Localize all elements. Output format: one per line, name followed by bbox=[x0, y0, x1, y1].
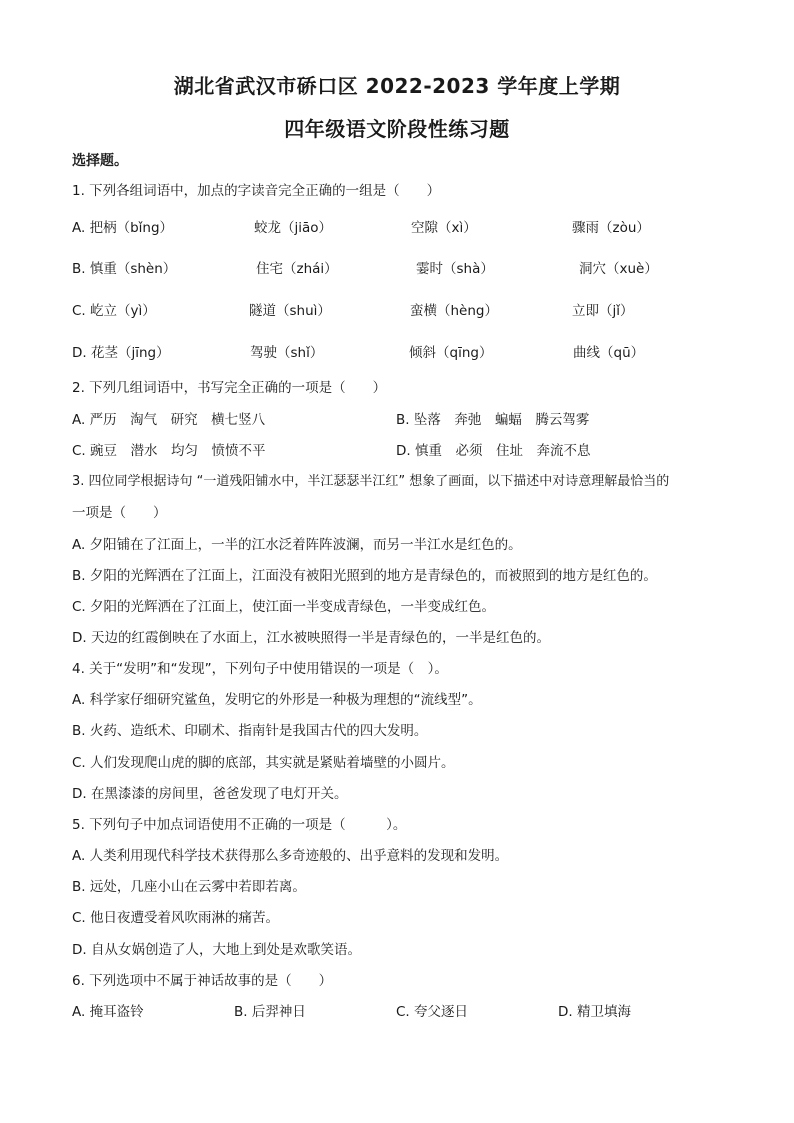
q5-option-c: C. 他日夜遭受着风吹雨淋的痛苦。 bbox=[72, 910, 280, 926]
q1-option-d3: 倾斜（qīng） bbox=[409, 345, 493, 361]
q3-option-c: C. 夕阳的光辉洒在了江面上，使江面一半变成青绿色，一半变成红色。 bbox=[72, 599, 496, 615]
q1-option-c3: 蛮横（hèng） bbox=[410, 303, 498, 319]
q1-option-b2: 住宅（zhái） bbox=[256, 261, 338, 277]
q4-option-d: D. 在黑漆漆的房间里，爸爸发现了电灯开关。 bbox=[72, 786, 348, 802]
q1-option-b1: B. 慎重（shèn） bbox=[72, 261, 177, 277]
q4-option-c: C. 人们发现爬山虎的脚的底部，其实就是紧贴着墙壁的小圆片。 bbox=[72, 755, 455, 771]
q5-option-b: B. 远处，几座小山在云雾中若即若离。 bbox=[72, 879, 306, 895]
q4-option-b: B. 火药、造纸术、印刷术、指南针是我国古代的四大发明。 bbox=[72, 723, 428, 739]
exam-title: 湖北省武汉市硚口区 2022-2023 学年度上学期 bbox=[173, 74, 621, 98]
q3-stem: 3. 四位同学根据诗句 “一道残阳铺水中，半江瑟瑟半江红” 想象了画面，以下描述中对诗意理解最恰当的 bbox=[72, 474, 670, 489]
q1-stem: 1. 下列各组词语中，加点的字读音完全正确的一组是（ ） bbox=[72, 183, 441, 199]
q1-option-c1: C. 屹立（yì） bbox=[72, 303, 156, 319]
q5-option-d: D. 自从女娲创造了人，大地上到处是欢歌笑语。 bbox=[72, 942, 361, 958]
q1-option-c4: 立即（jǐ） bbox=[572, 303, 634, 319]
q4-option-a: A. 科学家仔细研究鲨鱼，发明它的外形是一种极为理想的“流线型”。 bbox=[72, 692, 482, 708]
q1-option-b4: 洞穴（xuè） bbox=[579, 261, 658, 277]
q1-option-a1: A. 把柄（bǐng） bbox=[72, 220, 174, 236]
q2-option-d: D. 慎重 必须 住址 奔流不息 bbox=[396, 443, 591, 459]
q6-option-d: D. 精卫填海 bbox=[558, 1004, 631, 1020]
q1-option-a2: 蛟龙（jiāo） bbox=[254, 220, 333, 236]
q1-option-b3: 霎时（shà） bbox=[416, 261, 494, 277]
q6-stem: 6. 下列选项中不属于神话故事的是（ ） bbox=[72, 973, 333, 989]
q1-option-c2: 隧道（shuì） bbox=[249, 303, 331, 319]
q1-option-d4: 曲线（qū） bbox=[573, 345, 645, 361]
q6-option-a: A. 掩耳盗铃 bbox=[72, 1004, 144, 1020]
q1-option-d2: 驾驶（shǐ） bbox=[250, 345, 324, 361]
q1-option-a3: 空隙（xì） bbox=[411, 220, 477, 236]
q3-stem-cont: 一项是（ ） bbox=[72, 505, 167, 521]
q2-stem: 2. 下列几组词语中，书写完全正确的一项是（ ） bbox=[72, 380, 387, 396]
q6-option-c: C. 夸父逐日 bbox=[396, 1004, 469, 1020]
q2-option-a: A. 严历 淘气 研究 横七竖八 bbox=[72, 412, 266, 428]
q6-option-b: B. 后羿神日 bbox=[234, 1004, 306, 1020]
q2-option-c: C. 豌豆 潜水 均匀 愤愤不平 bbox=[72, 443, 266, 459]
q5-stem: 5. 下列句子中加点词语使用不正确的一项是（ ）。 bbox=[72, 817, 407, 833]
q2-option-b: B. 坠落 奔弛 蝙蝠 腾云驾雾 bbox=[396, 412, 590, 428]
q5-option-a: A. 人类利用现代科学技术获得那么多奇迹般的、出乎意料的发现和发明。 bbox=[72, 848, 509, 864]
q3-option-d: D. 天边的红霞倒映在了水面上，江水被映照得一半是青绿色的，一半是红色的。 bbox=[72, 630, 550, 646]
q4-stem: 4. 关于“发明”和“发现”，下列句子中使用错误的一项是（ ）。 bbox=[72, 661, 448, 677]
q1-option-a4: 骤雨（zòu） bbox=[572, 220, 650, 236]
exam-subtitle: 四年级语文阶段性练习题 bbox=[284, 117, 510, 141]
q1-option-d1: D. 花茎（jīng） bbox=[72, 345, 170, 361]
q3-option-a: A. 夕阳铺在了江面上，一半的江水泛着阵阵波澜，而另一半江水是红色的。 bbox=[72, 537, 522, 553]
q3-option-b: B. 夕阳的光辉洒在了江面上，江面没有被阳光照到的地方是青绿色的，而被照到的地方是红色的。 bbox=[72, 568, 657, 584]
section-heading: 选择题。 bbox=[72, 153, 128, 169]
